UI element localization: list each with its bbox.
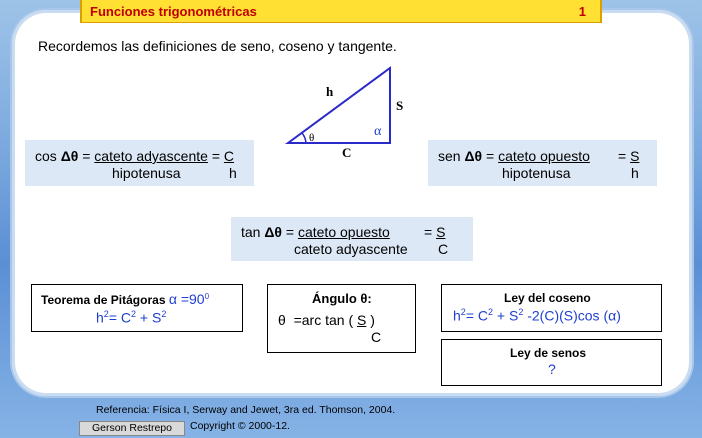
sen-value-num: S (630, 148, 640, 164)
angulo-num: S (357, 312, 367, 328)
ley-senos-value: ? (548, 361, 556, 377)
tan-definition (231, 217, 473, 261)
coseno-s1: 2 (460, 307, 466, 317)
ley-senos-title: Ley de senos (510, 346, 587, 360)
coseno-f2: = C (465, 307, 488, 324)
ley-coseno-box (441, 284, 662, 332)
sen-definition (428, 140, 657, 186)
pitagoras-title: Teorema de Pitágoras (41, 293, 166, 307)
coseno-f4: -2(C)(S)cos (α) (527, 307, 621, 324)
cos-eq2: = (211, 148, 221, 164)
cos-lhs: cos (35, 148, 57, 164)
tan-eq: = (285, 224, 295, 240)
pitagoras-alpha: α =90 (168, 291, 205, 307)
angulo-expr: =arc tan ( (293, 312, 354, 328)
label-theta: θ (309, 132, 315, 144)
angulo-box (267, 284, 416, 353)
tan-denominator: cateto adyascente (294, 241, 408, 257)
angulo-close: ) (370, 312, 375, 328)
cos-denominator: hipotenusa (112, 165, 181, 181)
theta-arc (302, 133, 306, 143)
ley-coseno-title: Ley del coseno (504, 291, 591, 305)
tan-delta: Δθ (264, 224, 282, 240)
cos-value-num: C (223, 148, 235, 164)
tan-lhs: tan (241, 224, 261, 240)
coseno-f3: + S (496, 307, 519, 324)
pitagoras-f3-sup: 2 (161, 309, 167, 319)
page-title: Funciones trigonométricas (90, 4, 257, 19)
label-s: S (396, 98, 404, 113)
cos-eq: = (82, 148, 91, 164)
cos-delta: Δθ (60, 148, 79, 164)
label-alpha: α (374, 124, 382, 139)
sen-eq: = (486, 148, 495, 164)
pitagoras-f1: h (96, 309, 104, 326)
tan-value-den: C (438, 241, 449, 257)
label-h: h (326, 84, 334, 99)
sen-denominator: hipotenusa (502, 165, 571, 181)
title-bar (80, 0, 602, 23)
sen-delta: Δθ (464, 148, 483, 164)
pitagoras-f2: = C (108, 309, 131, 326)
cos-value-den: h (229, 165, 237, 181)
pitagoras-alpha-sup: 0 (204, 292, 210, 301)
pitagoras-f1-sup: 2 (103, 309, 109, 319)
pitagoras-box (31, 284, 243, 332)
tan-eq2: = (424, 224, 433, 240)
coseno-s3: 2 (518, 307, 524, 317)
angulo-theta: θ (278, 312, 286, 328)
angulo-title: Ángulo θ: (312, 291, 372, 306)
pitagoras-f2-sup: 2 (131, 309, 137, 319)
coseno-f1: h (453, 307, 461, 324)
page-number: 1 (578, 4, 586, 19)
triangle-diagram (280, 62, 420, 162)
tan-value-num: S (436, 224, 446, 240)
label-c: C (342, 145, 352, 160)
sen-eq2: = (618, 148, 627, 164)
ley-senos-box (441, 339, 662, 386)
cos-numerator: cateto adyascente (94, 148, 208, 164)
sen-numerator: cateto opuesto (498, 148, 590, 164)
author-label: Gerson Restrepo (79, 421, 185, 436)
sen-value-den: h (631, 165, 639, 181)
reference-text: Referencia: Física I, Serway and Jewet, 3ra ed. Thomson, 2004. (96, 404, 396, 416)
pitagoras-f3: + S (139, 309, 162, 326)
copyright-text: Copyright © 2000-12. (190, 420, 290, 432)
tan-numerator: cateto opuesto (297, 224, 390, 240)
cos-definition (25, 140, 254, 186)
intro-text: Recordemos las definiciones de seno, coseno y tangente. (38, 38, 397, 54)
angulo-den: C (371, 329, 382, 345)
coseno-s2: 2 (488, 307, 494, 317)
sen-lhs: sen (438, 148, 461, 164)
